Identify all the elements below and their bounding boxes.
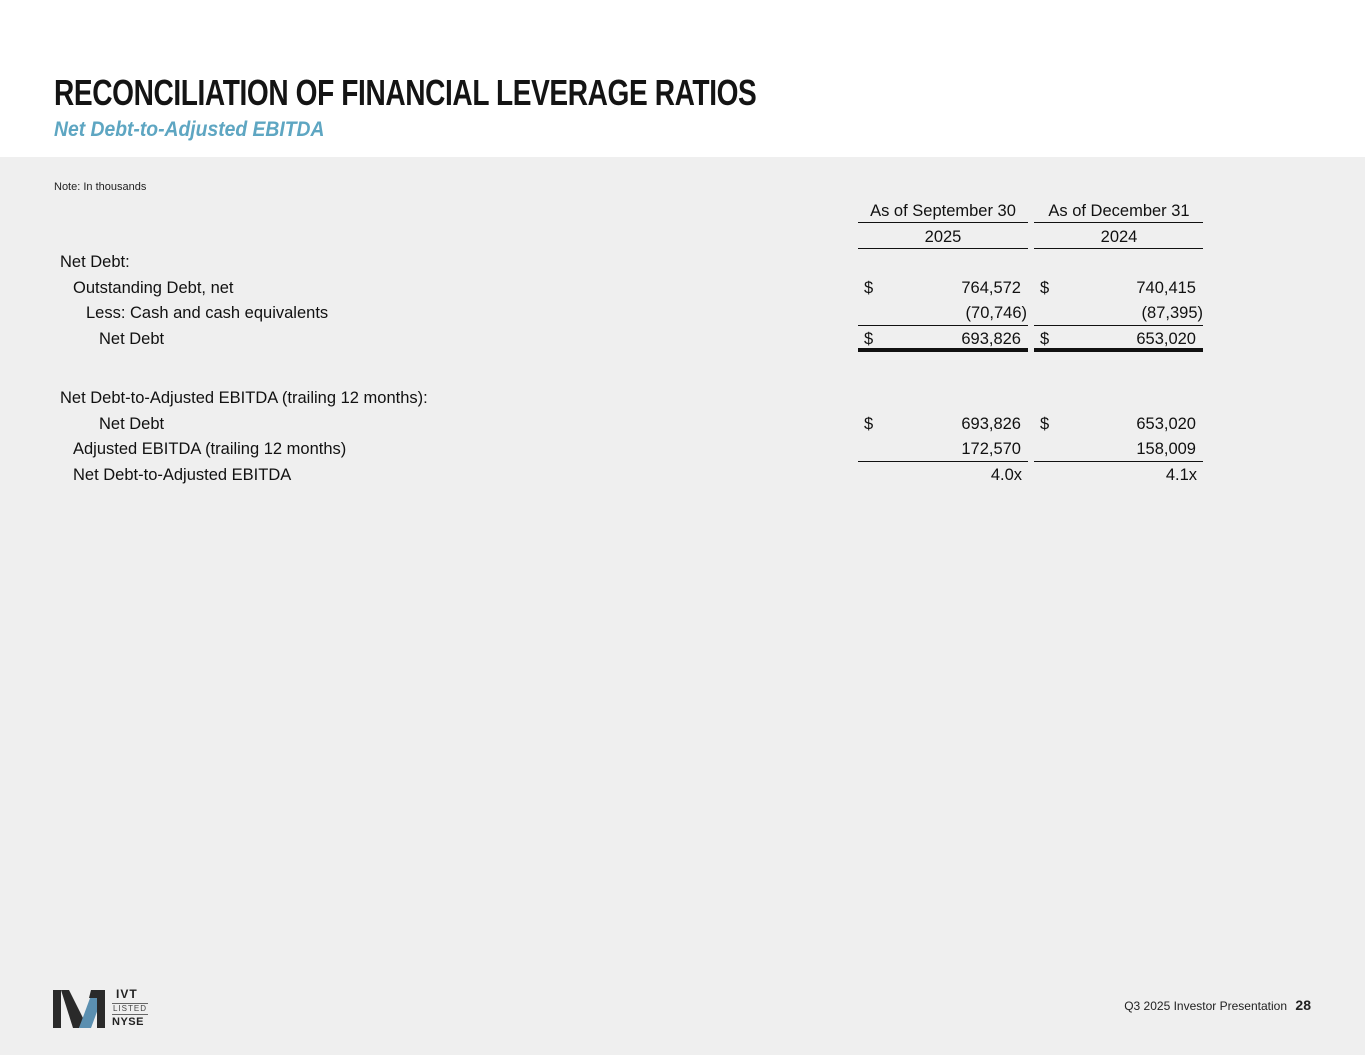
currency-symbol: $ [1040, 415, 1050, 433]
ratio-underline [858, 461, 1028, 462]
value-cash-2025: (70,746) [965, 304, 1027, 322]
page-number: 28 [1295, 997, 1311, 1013]
row-label-net-debt: Net Debt [99, 330, 165, 348]
value-ratio-net-debt-2025: 693,826 [961, 415, 1021, 433]
row-label-ratio: Net Debt-to-Adjusted EBITDA [73, 466, 292, 484]
value-ratio-net-debt-2024: 653,020 [1136, 415, 1196, 433]
section-heading-net-debt: Net Debt: [60, 253, 130, 271]
logo-ticker: IVT [116, 987, 138, 1001]
value-ratio-2024: 4.1x [1165, 466, 1197, 484]
total-double-underline [1034, 348, 1203, 352]
ratio-underline [1034, 461, 1203, 462]
column-heading-dec31: As of December 31 [1048, 202, 1190, 220]
value-adjusted-ebitda-2025: 172,570 [961, 440, 1021, 458]
page-subtitle: Net Debt-to-Adjusted EBITDA [54, 118, 325, 141]
footer-presentation-title: Q3 2025 Investor Presentation [1124, 999, 1287, 1013]
row-label-ratio-net-debt: Net Debt [99, 415, 165, 433]
column-year-2024: 2024 [1100, 228, 1138, 246]
value-cash-2024: (87,395) [1141, 304, 1203, 322]
column-year-2025: 2025 [924, 228, 962, 246]
row-label-cash: Less: Cash and cash equivalents [86, 304, 329, 322]
currency-symbol: $ [864, 330, 874, 348]
logo-listed: LISTED [113, 1004, 148, 1013]
column-heading-sep30: As of September 30 [870, 202, 1016, 220]
column-year-underline [1034, 248, 1203, 249]
logo-exchange: NYSE [112, 1016, 144, 1028]
value-outstanding-debt-2025: 764,572 [961, 279, 1021, 297]
page-title: RECONCILIATION OF FINANCIAL LEVERAGE RATIOS [54, 72, 757, 113]
currency-symbol: $ [1040, 279, 1050, 297]
section-heading-ratio: Net Debt-to-Adjusted EBITDA (trailing 12 months): [60, 389, 428, 407]
value-ratio-2025: 4.0x [990, 466, 1022, 484]
row-label-outstanding-debt: Outstanding Debt, net [73, 279, 234, 297]
note-text: Note: In thousands [54, 181, 147, 193]
value-adjusted-ebitda-2024: 158,009 [1136, 440, 1196, 458]
value-net-debt-2025: 693,826 [961, 330, 1021, 348]
currency-symbol: $ [864, 415, 874, 433]
value-net-debt-2024: 653,020 [1136, 330, 1196, 348]
currency-symbol: $ [1040, 330, 1050, 348]
subtotal-underline [858, 325, 1028, 326]
subtotal-underline [1034, 325, 1203, 326]
column-year-underline [858, 248, 1028, 249]
currency-symbol: $ [864, 279, 874, 297]
column-heading-underline [858, 222, 1028, 223]
column-heading-underline [1034, 222, 1203, 223]
row-label-adjusted-ebitda: Adjusted EBITDA (trailing 12 months) [73, 440, 347, 458]
total-double-underline [858, 348, 1028, 352]
value-outstanding-debt-2024: 740,415 [1136, 279, 1196, 297]
